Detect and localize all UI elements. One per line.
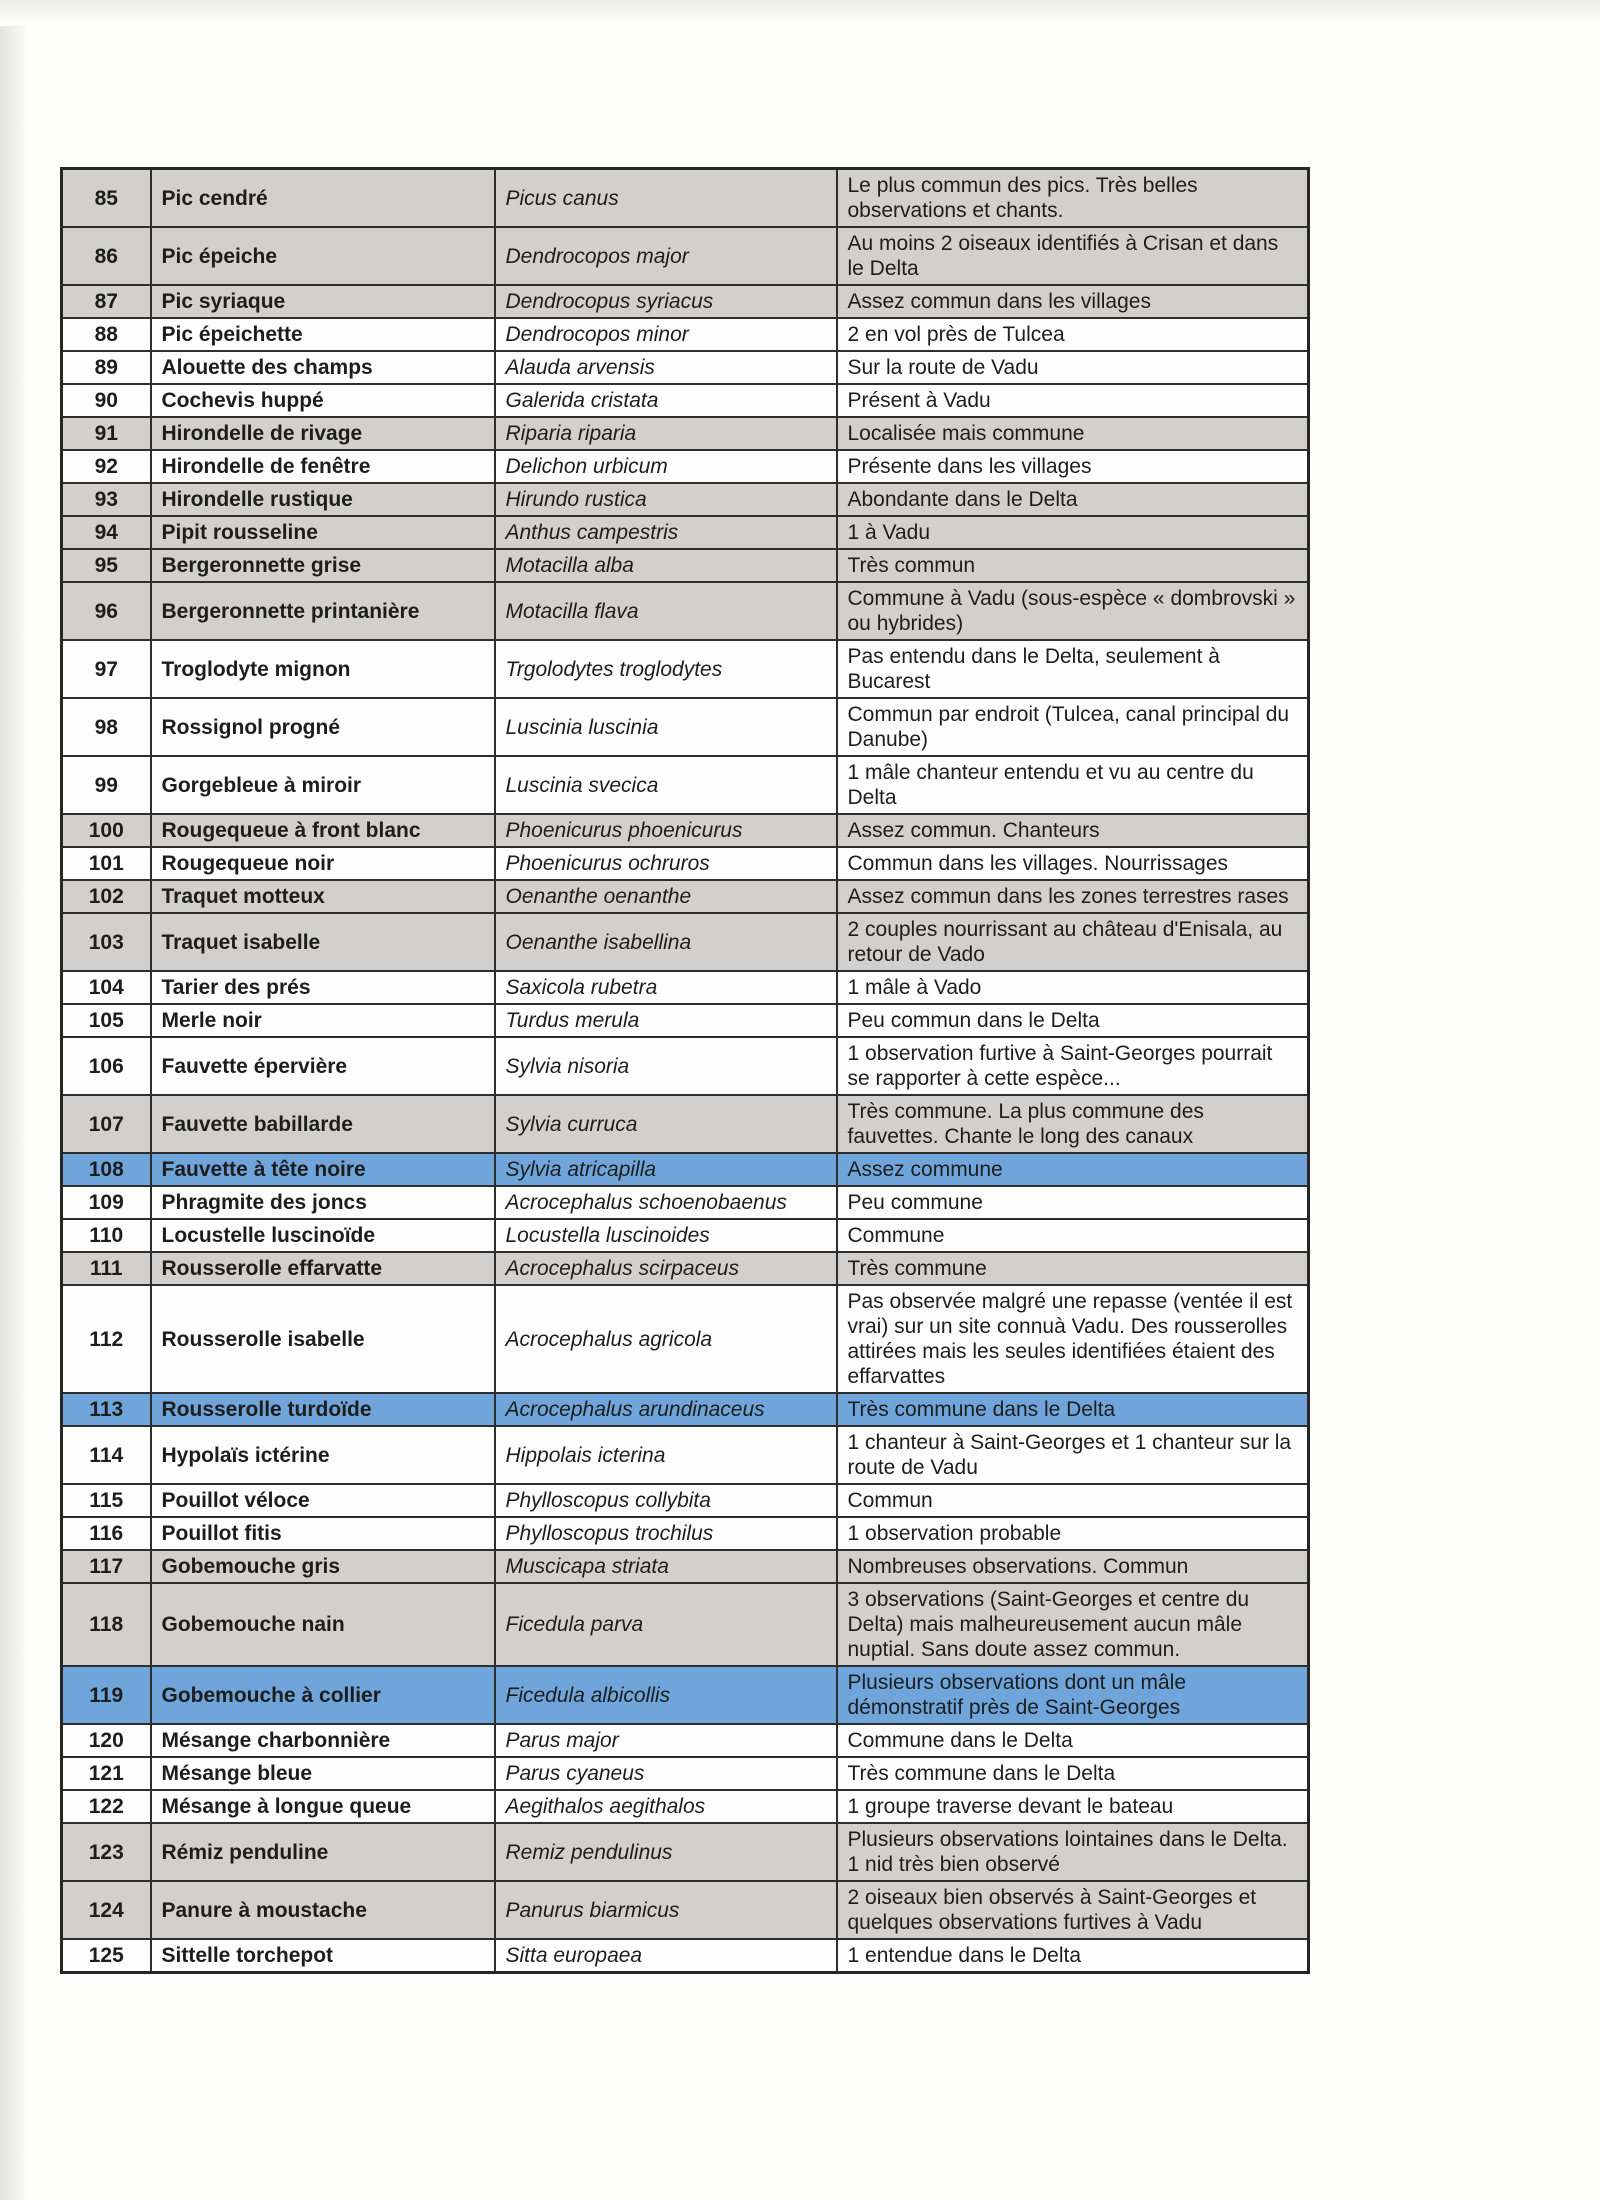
bird-species-table-wrap xyxy=(60,167,1307,1974)
french-name-cell: Bergeronnette printanière xyxy=(151,582,495,640)
species-number-cell: 95 xyxy=(62,549,151,582)
comment-cell: Commun xyxy=(837,1484,1309,1517)
species-number-cell: 87 xyxy=(62,285,151,318)
scan-edge-left xyxy=(0,0,34,2200)
latin-name-cell: Phylloscopus trochilus xyxy=(495,1517,837,1550)
species-number-cell: 108 xyxy=(62,1153,151,1186)
species-number-cell: 88 xyxy=(62,318,151,351)
comment-cell: 1 entendue dans le Delta xyxy=(837,1939,1309,1973)
latin-name-cell: Motacilla alba xyxy=(495,549,837,582)
comment-cell: Très commune. La plus commune des fauvettes. Chante le long des canaux xyxy=(837,1095,1309,1153)
latin-name-cell: Sylvia nisoria xyxy=(495,1037,837,1095)
species-row xyxy=(62,285,1309,318)
species-number-cell: 123 xyxy=(62,1823,151,1881)
latin-name-cell: Parus major xyxy=(495,1724,837,1757)
species-number-cell: 110 xyxy=(62,1219,151,1252)
latin-name-cell: Sitta europaea xyxy=(495,1939,837,1973)
comment-cell: 2 oiseaux bien observés à Saint-Georges et quelques observations furtives à Vadu xyxy=(837,1881,1309,1939)
french-name-cell: Fauvette épervière xyxy=(151,1037,495,1095)
species-row xyxy=(62,169,1309,228)
latin-name-cell: Luscinia svecica xyxy=(495,756,837,814)
species-row xyxy=(62,756,1309,814)
species-row xyxy=(62,227,1309,285)
species-row xyxy=(62,1484,1309,1517)
comment-cell: 1 à Vadu xyxy=(837,516,1309,549)
comment-cell: Sur la route de Vadu xyxy=(837,351,1309,384)
latin-name-cell: Motacilla flava xyxy=(495,582,837,640)
comment-cell: 2 en vol près de Tulcea xyxy=(837,318,1309,351)
comment-cell: Pas observée malgré une repasse (ventée il est vrai) sur un site connuà Vadu. Des rousserolles attirées mais les seules identifiées étaient des effarvattes xyxy=(837,1285,1309,1393)
comment-cell: Très commune dans le Delta xyxy=(837,1757,1309,1790)
comment-cell: Commun par endroit (Tulcea, canal principal du Danube) xyxy=(837,698,1309,756)
french-name-cell: Pic épeichette xyxy=(151,318,495,351)
species-row xyxy=(62,351,1309,384)
latin-name-cell: Acrocephalus schoenobaenus xyxy=(495,1186,837,1219)
species-number-cell: 90 xyxy=(62,384,151,417)
french-name-cell: Mésange à longue queue xyxy=(151,1790,495,1823)
latin-name-cell: Phylloscopus collybita xyxy=(495,1484,837,1517)
comment-cell: Nombreuses observations. Commun xyxy=(837,1550,1309,1583)
french-name-cell: Fauvette à tête noire xyxy=(151,1153,495,1186)
latin-name-cell: Dendrocopos major xyxy=(495,227,837,285)
species-number-cell: 120 xyxy=(62,1724,151,1757)
species-number-cell: 101 xyxy=(62,847,151,880)
species-number-cell: 114 xyxy=(62,1426,151,1484)
latin-name-cell: Phoenicurus ochruros xyxy=(495,847,837,880)
species-row xyxy=(62,1095,1309,1153)
species-row xyxy=(62,698,1309,756)
species-number-cell: 92 xyxy=(62,450,151,483)
comment-cell: Abondante dans le Delta xyxy=(837,483,1309,516)
species-row xyxy=(62,1153,1309,1186)
species-row xyxy=(62,1426,1309,1484)
french-name-cell: Tarier des prés xyxy=(151,971,495,1004)
french-name-cell: Traquet isabelle xyxy=(151,913,495,971)
latin-name-cell: Saxicola rubetra xyxy=(495,971,837,1004)
species-row xyxy=(62,1939,1309,1973)
species-row xyxy=(62,814,1309,847)
comment-cell: 1 mâle à Vado xyxy=(837,971,1309,1004)
french-name-cell: Alouette des champs xyxy=(151,351,495,384)
latin-name-cell: Oenanthe isabellina xyxy=(495,913,837,971)
french-name-cell: Rémiz penduline xyxy=(151,1823,495,1881)
latin-name-cell: Anthus campestris xyxy=(495,516,837,549)
species-number-cell: 124 xyxy=(62,1881,151,1939)
latin-name-cell: Aegithalos aegithalos xyxy=(495,1790,837,1823)
french-name-cell: Bergeronnette grise xyxy=(151,549,495,582)
species-number-cell: 99 xyxy=(62,756,151,814)
species-number-cell: 103 xyxy=(62,913,151,971)
species-row xyxy=(62,1252,1309,1285)
species-row xyxy=(62,450,1309,483)
species-row xyxy=(62,1517,1309,1550)
comment-cell: Présente dans les villages xyxy=(837,450,1309,483)
latin-name-cell: Panurus biarmicus xyxy=(495,1881,837,1939)
latin-name-cell: Acrocephalus arundinaceus xyxy=(495,1393,837,1426)
french-name-cell: Gorgebleue à miroir xyxy=(151,756,495,814)
french-name-cell: Cochevis huppé xyxy=(151,384,495,417)
french-name-cell: Gobemouche nain xyxy=(151,1583,495,1666)
comment-cell: Assez commun dans les villages xyxy=(837,285,1309,318)
species-number-cell: 93 xyxy=(62,483,151,516)
french-name-cell: Pic épeiche xyxy=(151,227,495,285)
latin-name-cell: Muscicapa striata xyxy=(495,1550,837,1583)
species-row xyxy=(62,1666,1309,1724)
species-row xyxy=(62,1004,1309,1037)
comment-cell: Commune xyxy=(837,1219,1309,1252)
species-row xyxy=(62,1790,1309,1823)
latin-name-cell: Luscinia luscinia xyxy=(495,698,837,756)
latin-name-cell: Trgolodytes troglodytes xyxy=(495,640,837,698)
latin-name-cell: Ficedula albicollis xyxy=(495,1666,837,1724)
comment-cell: Très commune dans le Delta xyxy=(837,1393,1309,1426)
latin-name-cell: Locustella luscinoides xyxy=(495,1219,837,1252)
species-row xyxy=(62,971,1309,1004)
french-name-cell: Sittelle torchepot xyxy=(151,1939,495,1973)
latin-name-cell: Phoenicurus phoenicurus xyxy=(495,814,837,847)
french-name-cell: Fauvette babillarde xyxy=(151,1095,495,1153)
french-name-cell: Gobemouche gris xyxy=(151,1550,495,1583)
latin-name-cell: Alauda arvensis xyxy=(495,351,837,384)
french-name-cell: Rougequeue noir xyxy=(151,847,495,880)
scan-edge-top xyxy=(0,0,1600,26)
species-number-cell: 97 xyxy=(62,640,151,698)
comment-cell: Assez commun dans les zones terrestres rases xyxy=(837,880,1309,913)
french-name-cell: Locustelle luscinoïde xyxy=(151,1219,495,1252)
species-row xyxy=(62,384,1309,417)
latin-name-cell: Ficedula parva xyxy=(495,1583,837,1666)
species-row xyxy=(62,1550,1309,1583)
comment-cell: 2 couples nourrissant au château d'Enisala, au retour de Vado xyxy=(837,913,1309,971)
french-name-cell: Pouillot fitis xyxy=(151,1517,495,1550)
comment-cell: Présent à Vadu xyxy=(837,384,1309,417)
french-name-cell: Hirondelle de fenêtre xyxy=(151,450,495,483)
species-number-cell: 111 xyxy=(62,1252,151,1285)
latin-name-cell: Turdus merula xyxy=(495,1004,837,1037)
french-name-cell: Pic syriaque xyxy=(151,285,495,318)
species-number-cell: 121 xyxy=(62,1757,151,1790)
species-row xyxy=(62,582,1309,640)
species-number-cell: 107 xyxy=(62,1095,151,1153)
species-number-cell: 85 xyxy=(62,169,151,228)
species-row xyxy=(62,1285,1309,1393)
french-name-cell: Pouillot véloce xyxy=(151,1484,495,1517)
species-row xyxy=(62,847,1309,880)
species-number-cell: 102 xyxy=(62,880,151,913)
species-number-cell: 119 xyxy=(62,1666,151,1724)
species-row xyxy=(62,549,1309,582)
species-row xyxy=(62,1186,1309,1219)
species-row xyxy=(62,483,1309,516)
species-number-cell: 118 xyxy=(62,1583,151,1666)
latin-name-cell: Dendrocopus syriacus xyxy=(495,285,837,318)
comment-cell: Très commune xyxy=(837,1252,1309,1285)
species-number-cell: 105 xyxy=(62,1004,151,1037)
french-name-cell: Rousserolle effarvatte xyxy=(151,1252,495,1285)
comment-cell: 1 observation furtive à Saint-Georges pourrait se rapporter à cette espèce... xyxy=(837,1037,1309,1095)
species-row xyxy=(62,1881,1309,1939)
comment-cell: Localisée mais commune xyxy=(837,417,1309,450)
species-number-cell: 112 xyxy=(62,1285,151,1393)
latin-name-cell: Remiz pendulinus xyxy=(495,1823,837,1881)
species-row xyxy=(62,417,1309,450)
latin-name-cell: Acrocephalus scirpaceus xyxy=(495,1252,837,1285)
latin-name-cell: Hippolais icterina xyxy=(495,1426,837,1484)
species-number-cell: 89 xyxy=(62,351,151,384)
french-name-cell: Hypolaïs ictérine xyxy=(151,1426,495,1484)
french-name-cell: Pipit rousseline xyxy=(151,516,495,549)
french-name-cell: Merle noir xyxy=(151,1004,495,1037)
comment-cell: 1 groupe traverse devant le bateau xyxy=(837,1790,1309,1823)
latin-name-cell: Oenanthe oenanthe xyxy=(495,880,837,913)
comment-cell: Au moins 2 oiseaux identifiés à Crisan et dans le Delta xyxy=(837,227,1309,285)
french-name-cell: Rousserolle isabelle xyxy=(151,1285,495,1393)
comment-cell: Commune dans le Delta xyxy=(837,1724,1309,1757)
species-number-cell: 96 xyxy=(62,582,151,640)
species-number-cell: 125 xyxy=(62,1939,151,1973)
comment-cell: Plusieurs observations dont un mâle démonstratif près de Saint-Georges xyxy=(837,1666,1309,1724)
species-number-cell: 106 xyxy=(62,1037,151,1095)
comment-cell: Pas entendu dans le Delta, seulement à Bucarest xyxy=(837,640,1309,698)
latin-name-cell: Hirundo rustica xyxy=(495,483,837,516)
french-name-cell: Panure à moustache xyxy=(151,1881,495,1939)
species-row xyxy=(62,1583,1309,1666)
french-name-cell: Phragmite des joncs xyxy=(151,1186,495,1219)
comment-cell: Assez commun. Chanteurs xyxy=(837,814,1309,847)
species-number-cell: 117 xyxy=(62,1550,151,1583)
french-name-cell: Gobemouche à collier xyxy=(151,1666,495,1724)
species-number-cell: 115 xyxy=(62,1484,151,1517)
species-row xyxy=(62,318,1309,351)
comment-cell: 1 mâle chanteur entendu et vu au centre du Delta xyxy=(837,756,1309,814)
french-name-cell: Hirondelle rustique xyxy=(151,483,495,516)
latin-name-cell: Riparia riparia xyxy=(495,417,837,450)
species-number-cell: 100 xyxy=(62,814,151,847)
species-row xyxy=(62,1219,1309,1252)
species-number-cell: 113 xyxy=(62,1393,151,1426)
bird-species-table xyxy=(60,167,1310,1974)
comment-cell: 1 chanteur à Saint-Georges et 1 chanteur sur la route de Vadu xyxy=(837,1426,1309,1484)
comment-cell: Assez commune xyxy=(837,1153,1309,1186)
latin-name-cell: Picus canus xyxy=(495,169,837,228)
species-row xyxy=(62,1393,1309,1426)
species-row xyxy=(62,1757,1309,1790)
comment-cell: 3 observations (Saint-Georges et centre du Delta) mais malheureusement aucun mâle nuptial. Sans doute assez commun. xyxy=(837,1583,1309,1666)
comment-cell: Très commun xyxy=(837,549,1309,582)
species-row xyxy=(62,913,1309,971)
french-name-cell: Hirondelle de rivage xyxy=(151,417,495,450)
comment-cell: 1 observation probable xyxy=(837,1517,1309,1550)
latin-name-cell: Dendrocopos minor xyxy=(495,318,837,351)
french-name-cell: Mésange bleue xyxy=(151,1757,495,1790)
species-table-body xyxy=(62,169,1309,1973)
species-number-cell: 104 xyxy=(62,971,151,1004)
species-row xyxy=(62,880,1309,913)
comment-cell: Plusieurs observations lointaines dans le Delta. 1 nid très bien observé xyxy=(837,1823,1309,1881)
latin-name-cell: Sylvia curruca xyxy=(495,1095,837,1153)
french-name-cell: Rougequeue à front blanc xyxy=(151,814,495,847)
species-number-cell: 116 xyxy=(62,1517,151,1550)
french-name-cell: Traquet motteux xyxy=(151,880,495,913)
comment-cell: Commun dans les villages. Nourrissages xyxy=(837,847,1309,880)
species-number-cell: 98 xyxy=(62,698,151,756)
latin-name-cell: Parus cyaneus xyxy=(495,1757,837,1790)
french-name-cell: Rousserolle turdoïde xyxy=(151,1393,495,1426)
species-row xyxy=(62,1823,1309,1881)
comment-cell: Le plus commun des pics. Très belles observations et chants. xyxy=(837,169,1309,228)
french-name-cell: Rossignol progné xyxy=(151,698,495,756)
latin-name-cell: Sylvia atricapilla xyxy=(495,1153,837,1186)
french-name-cell: Pic cendré xyxy=(151,169,495,228)
species-number-cell: 109 xyxy=(62,1186,151,1219)
species-row xyxy=(62,1037,1309,1095)
species-number-cell: 122 xyxy=(62,1790,151,1823)
comment-cell: Commune à Vadu (sous-espèce « dombrovski » ou hybrides) xyxy=(837,582,1309,640)
french-name-cell: Mésange charbonnière xyxy=(151,1724,495,1757)
species-row xyxy=(62,516,1309,549)
species-row xyxy=(62,1724,1309,1757)
species-number-cell: 94 xyxy=(62,516,151,549)
latin-name-cell: Acrocephalus agricola xyxy=(495,1285,837,1393)
species-number-cell: 86 xyxy=(62,227,151,285)
species-row xyxy=(62,640,1309,698)
comment-cell: Peu commune xyxy=(837,1186,1309,1219)
comment-cell: Peu commun dans le Delta xyxy=(837,1004,1309,1037)
latin-name-cell: Delichon urbicum xyxy=(495,450,837,483)
french-name-cell: Troglodyte mignon xyxy=(151,640,495,698)
species-number-cell: 91 xyxy=(62,417,151,450)
latin-name-cell: Galerida cristata xyxy=(495,384,837,417)
